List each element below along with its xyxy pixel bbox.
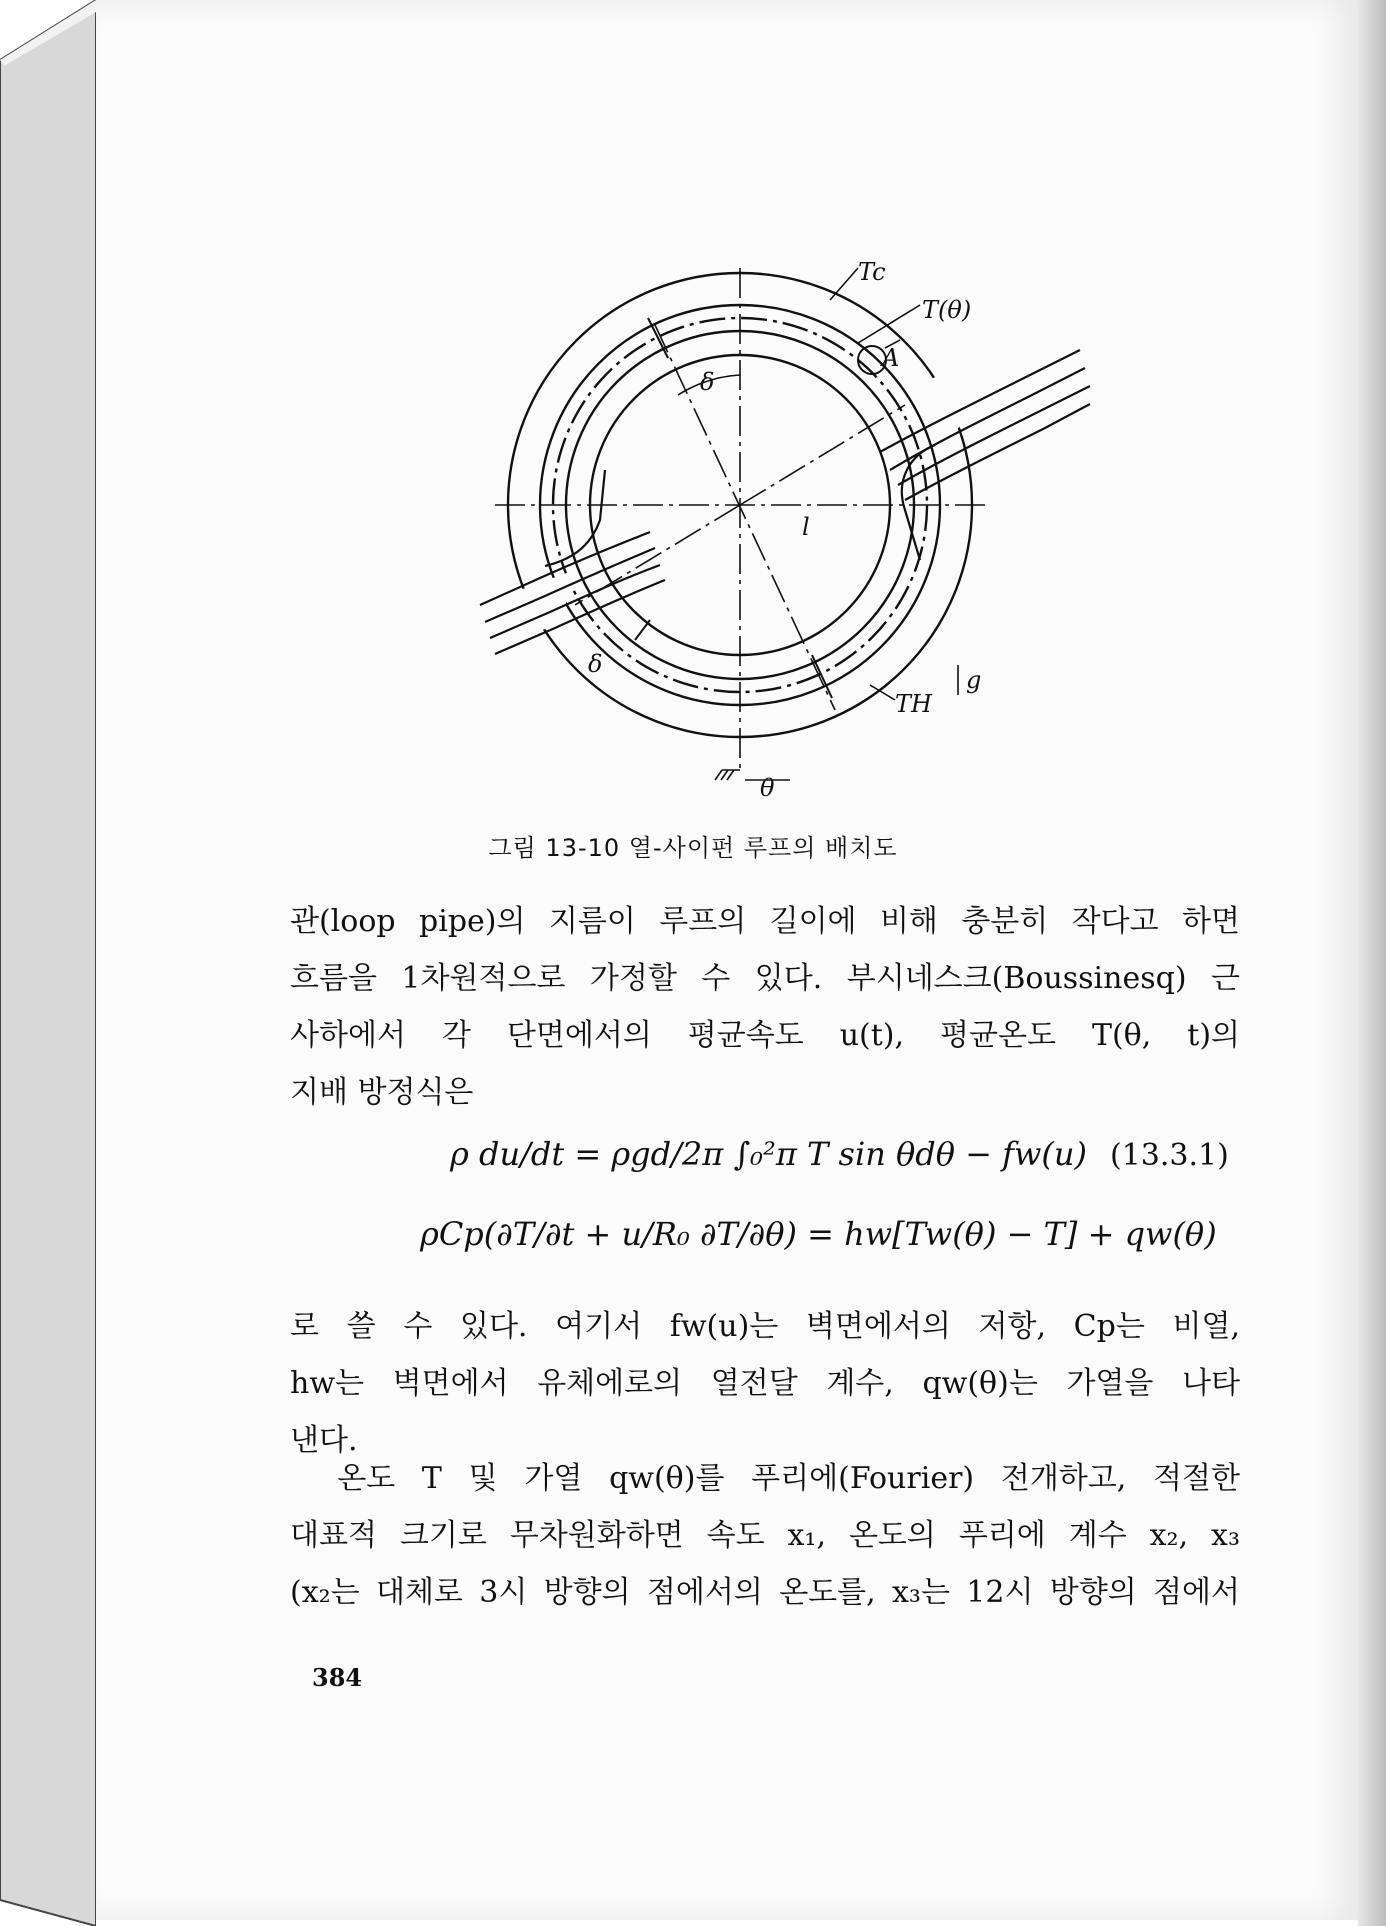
label-theta: θ: [760, 774, 775, 802]
p3-line-2: 대표적 크기로 무차원화하면 속도 x₁, 온도의 푸리에 계수 x₂, x₃: [290, 1518, 1240, 1553]
label-t-theta: T(θ): [922, 296, 972, 324]
loop-diagram: [0, 0, 1386, 820]
p2-line-2: hw는 벽면에서 유체에로의 열전달 계수, qw(θ)는 가열을 나타: [290, 1366, 1240, 1401]
paragraph-1: [290, 893, 1240, 1121]
equation-2: ρCp(∂T/∂t + u/R₀ ∂T/∂θ) = hw[Tw(θ) − T] + qw(θ): [420, 1215, 1217, 1253]
p2-line-1: 로 쓸 수 있다. 여기서 fw(u)는 벽면에서의 저항, Cp는 비열,: [290, 1309, 1240, 1344]
equation-1-number: (13.3.1): [1110, 1138, 1229, 1173]
equation-1: ρ du/dt = ρgd/2π ∫₀²π T sin θdθ − fw(u): [450, 1135, 1087, 1173]
label-g: g: [966, 666, 982, 694]
p1-line-4: 지배 방정식은: [290, 1075, 474, 1110]
p3-line-3: (x₂는 대체로 3시 방향의 점에서의 온도를, x₃는 12시 방향의 점에서: [290, 1575, 1240, 1610]
p3-line-1: 온도 T 및 가열 qw(θ)를 푸리에(Fourier) 전개하고, 적절한: [290, 1461, 1240, 1496]
label-l: l: [802, 513, 810, 541]
paragraph-3: [290, 1450, 1240, 1621]
label-th: TH: [895, 690, 932, 718]
p1-line-2: 흐름을 1차원적으로 가정할 수 있다. 부시네스크(Boussinesq) 근: [290, 961, 1240, 996]
upper-right-hook: [902, 445, 935, 560]
label-a: A: [882, 344, 900, 372]
p1-line-1: 관(loop pipe)의 지름이 루프의 길이에 비해 충분히 작다고 하면: [290, 904, 1240, 939]
figure-caption: 그림 13-10 열-사이펀 루프의 배치도: [488, 834, 898, 862]
label-tc: Tc: [858, 258, 886, 286]
lower-left-channel-3: [490, 565, 660, 638]
paragraph-2: [290, 1298, 1240, 1469]
page-number: 384: [312, 1663, 363, 1692]
p1-line-3: 사하에서 각 단면에서의 평균속도 u(t), 평균온도 T(θ, t)의: [290, 1018, 1240, 1053]
p2-line-3: 낸다.: [290, 1423, 358, 1458]
label-delta-top: δ: [700, 368, 715, 396]
label-delta-left: δ: [588, 650, 603, 678]
